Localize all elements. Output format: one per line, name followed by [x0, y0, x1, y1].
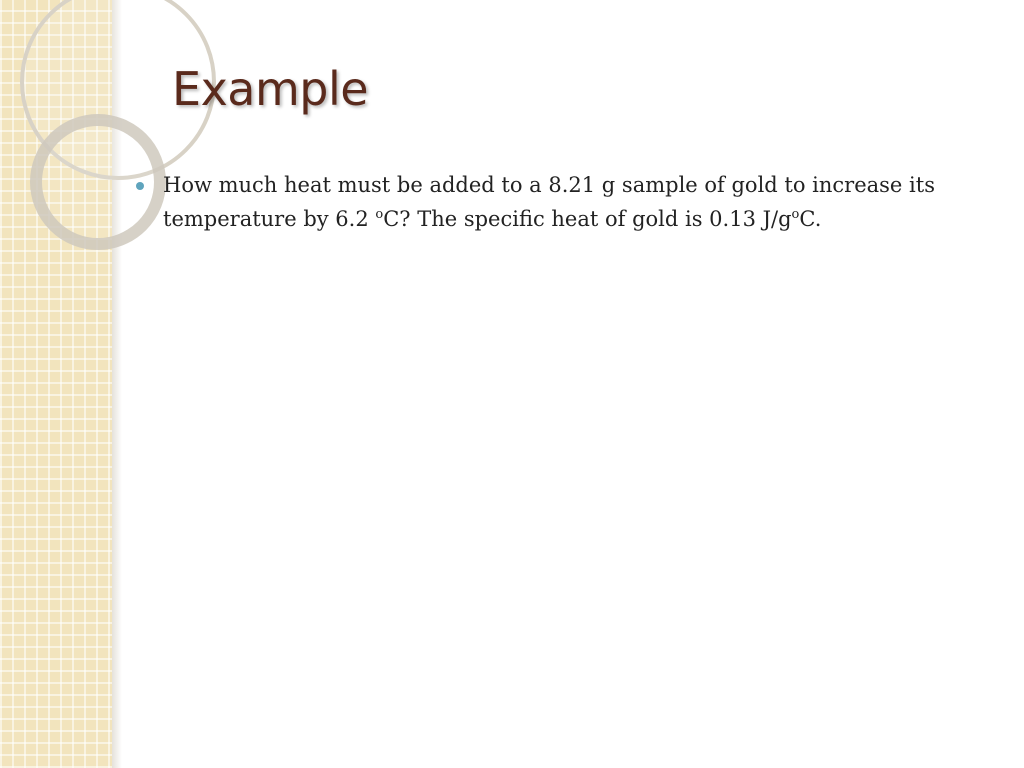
bullet-line-2-part-1: temperature by 6.2 — [163, 207, 376, 231]
slide-content — [136, 168, 976, 236]
bullet-item — [136, 168, 976, 236]
slide-title: Example — [172, 62, 369, 116]
bullet-line-2-part-2: C? The specific heat of gold is 0.13 J/g — [383, 207, 792, 231]
bullet-line-2-part-3: C. — [799, 207, 822, 231]
bullet-text — [163, 168, 935, 236]
bullet-line-1: How much heat must be added to a 8.21 g sample of gold to increase its — [163, 173, 935, 197]
bullet-dot-icon — [136, 182, 144, 190]
degree-superscript: o — [375, 207, 384, 222]
degree-superscript: o — [791, 207, 800, 222]
